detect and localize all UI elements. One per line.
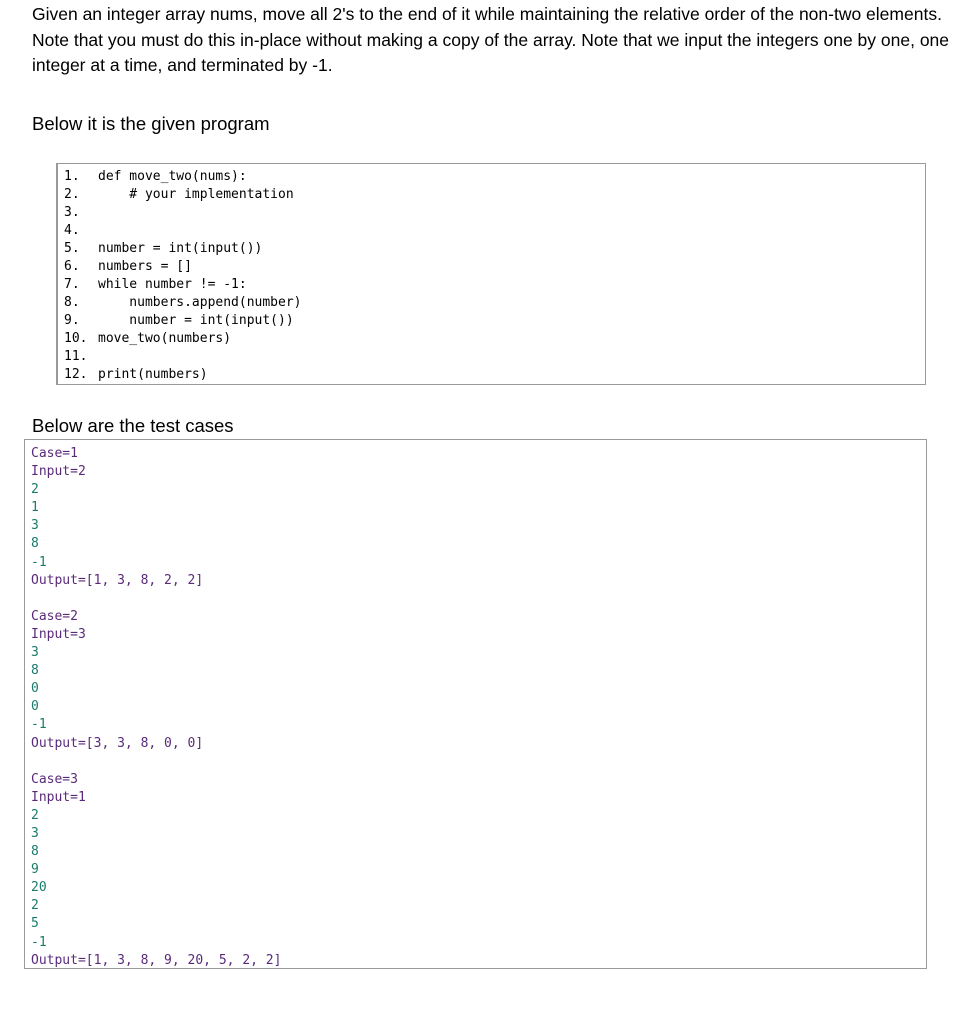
- line-number: 11.: [64, 349, 88, 364]
- program-heading: Below it is the given program: [32, 113, 270, 134]
- input-value: 3: [31, 518, 39, 534]
- line-number: 3.: [64, 205, 80, 220]
- input-value: 8: [31, 844, 39, 860]
- code-line: [64, 222, 925, 240]
- line-number: 7.: [64, 277, 80, 292]
- output-label: Output=[3, 3, 8, 0, 0]: [31, 735, 204, 751]
- case-label: Case=3: [31, 771, 78, 787]
- input-value: -1: [31, 717, 47, 733]
- code-line: [64, 204, 925, 222]
- code-lines: [64, 168, 925, 384]
- output-label: Output=[1, 3, 8, 9, 20, 5, 2, 2]: [31, 952, 282, 968]
- code-text: print(numbers): [98, 367, 208, 382]
- code-text: number = int(input()): [98, 313, 294, 328]
- code-block: [56, 163, 926, 385]
- line-number: 4.: [64, 223, 80, 238]
- input-value: 0: [31, 699, 39, 715]
- code-text: move_two(numbers): [98, 331, 232, 346]
- code-line: [64, 276, 925, 294]
- line-number: 2.: [64, 187, 80, 202]
- input-value: 20: [31, 880, 47, 896]
- input-value: 2: [31, 482, 39, 498]
- test-cases-block: [24, 439, 927, 969]
- input-value: 8: [31, 536, 39, 552]
- code-text: # your implementation: [98, 187, 294, 202]
- input-value: 5: [31, 916, 39, 932]
- input-value: 9: [31, 862, 39, 878]
- code-text: numbers.append(number): [98, 295, 302, 310]
- code-text: while number != -1:: [98, 277, 247, 292]
- code-text: number = int(input()): [98, 241, 263, 256]
- case-label: Case=1: [31, 446, 78, 461]
- input-value: 0: [31, 681, 39, 697]
- input-value: 2: [31, 898, 39, 914]
- code-line: [64, 258, 925, 276]
- input-label: Input=2: [31, 464, 86, 480]
- input-value: 2: [31, 807, 39, 823]
- input-value: 1: [31, 500, 39, 516]
- line-number: 5.: [64, 241, 80, 256]
- line-number: 8.: [64, 295, 80, 310]
- code-text: def move_two(nums):: [98, 169, 247, 184]
- input-label: Input=3: [31, 626, 86, 642]
- output-label: Output=[1, 3, 8, 2, 2]: [31, 572, 204, 588]
- code-line: [64, 168, 925, 186]
- input-value: 3: [31, 645, 39, 661]
- code-line: [64, 186, 925, 204]
- code-line: [64, 366, 925, 384]
- line-number: 9.: [64, 313, 80, 328]
- tests-heading: Below are the test cases: [32, 415, 234, 436]
- line-number: 1.: [64, 169, 80, 184]
- code-line: [64, 294, 925, 312]
- input-value: 8: [31, 663, 39, 679]
- test-case-lines: [31, 445, 926, 970]
- line-number: 10.: [64, 331, 88, 346]
- input-value: -1: [31, 554, 47, 570]
- case-label: Case=2: [31, 608, 78, 624]
- input-value: 3: [31, 825, 39, 841]
- line-number: 6.: [64, 259, 80, 274]
- code-line: [64, 312, 925, 330]
- code-line: [64, 240, 925, 258]
- line-number: 12.: [64, 367, 88, 382]
- code-text: numbers = []: [98, 259, 192, 274]
- spacer: [31, 753, 926, 771]
- input-value: -1: [31, 934, 47, 950]
- code-line: [64, 348, 925, 366]
- code-line: [64, 330, 925, 348]
- spacer: [31, 590, 926, 608]
- input-label: Input=1: [31, 789, 86, 805]
- problem-statement: Given an integer array nums, move all 2's to the end of it while maintaining the relative order of the non-two elements. Note that you must do this in-place without making a copy of the array. Note that we input the integers one by one, one integer at a time, and terminated by -1.: [32, 4, 950, 75]
